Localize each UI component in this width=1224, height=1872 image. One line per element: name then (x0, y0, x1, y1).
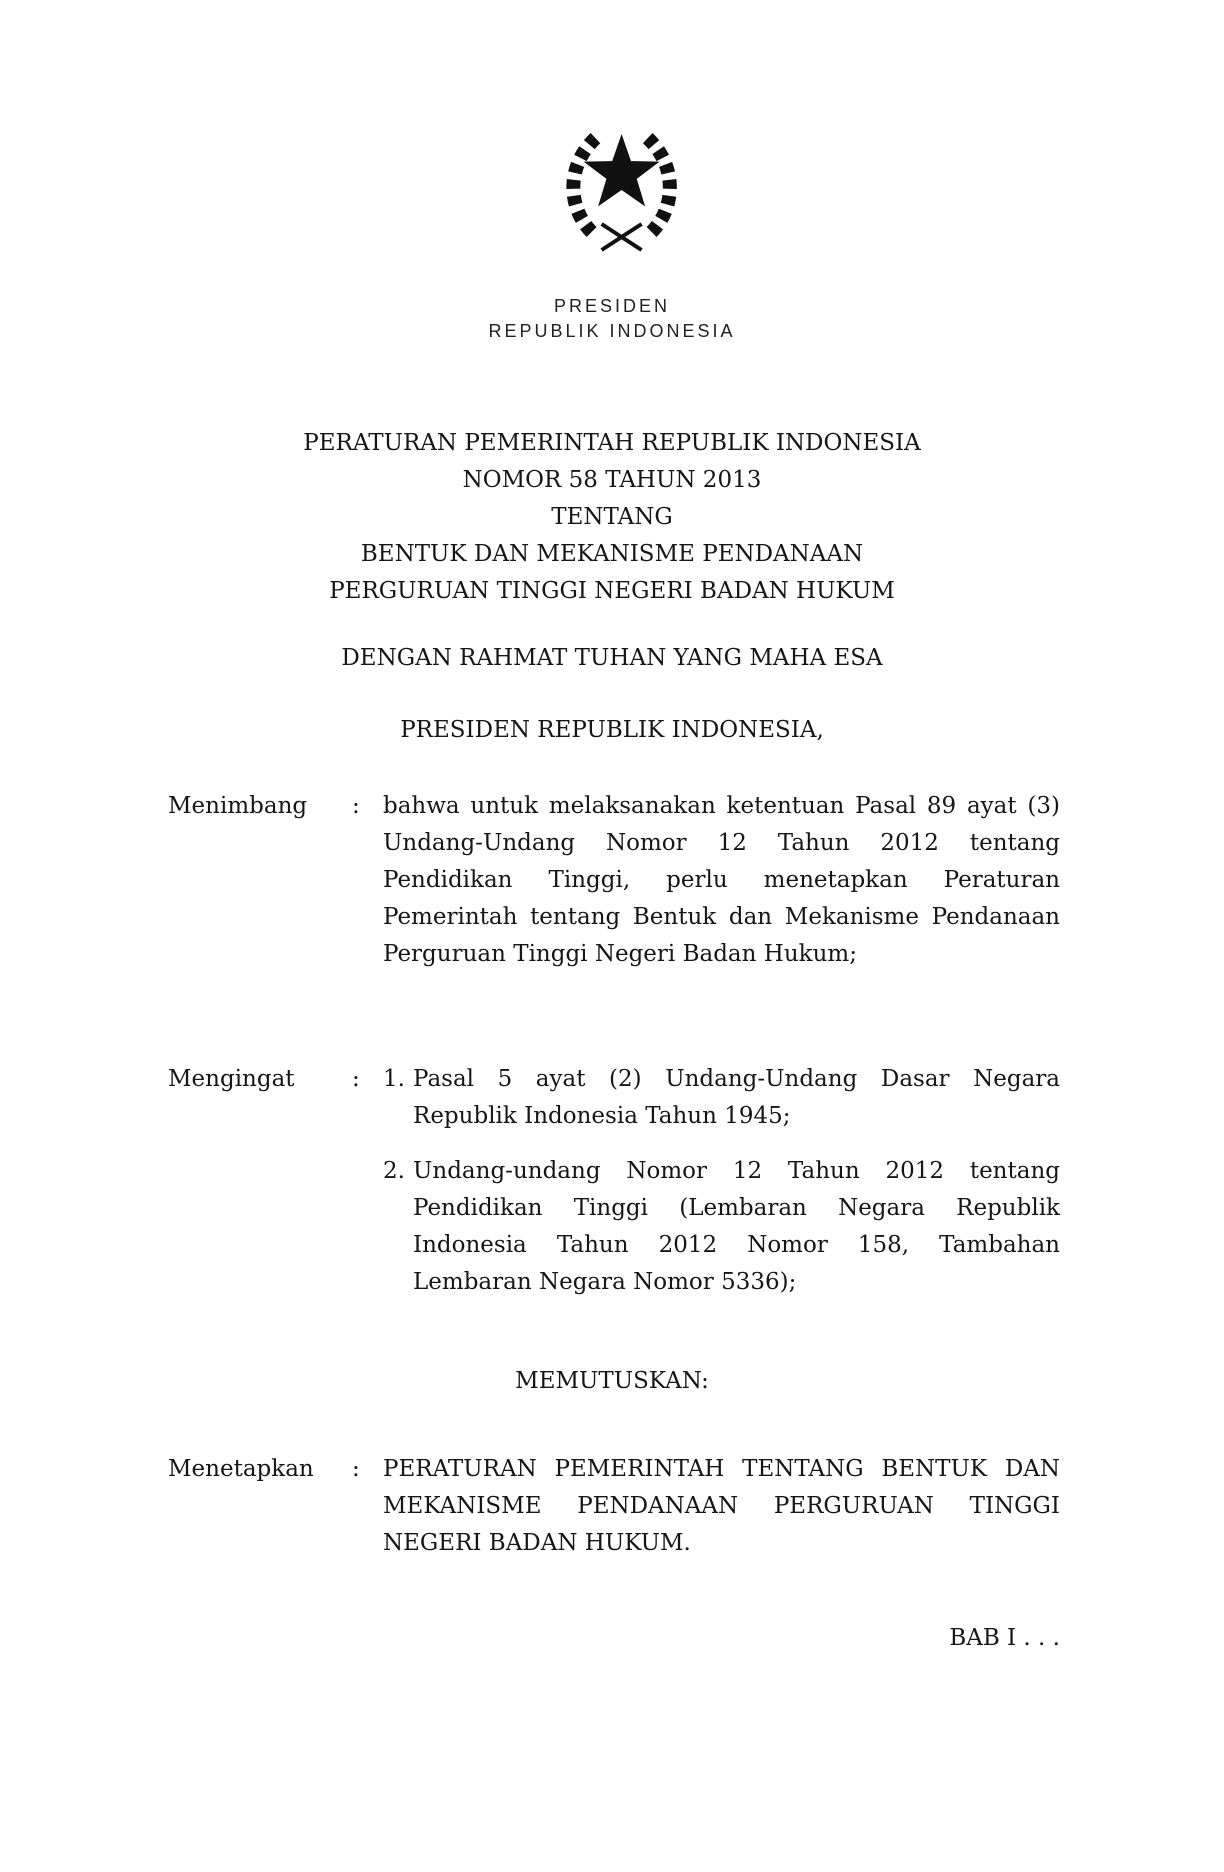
item-line: Pasal 5 ayat (2) Undang-Undang Dasar Negara (413, 1066, 1060, 1092)
item-number: 1. (383, 1066, 405, 1092)
doc-title-line-3: TENTANG (551, 504, 673, 530)
item-line: Indonesia Tahun 2012 Nomor 158, Tambahan (413, 1232, 1060, 1258)
menetapkan-line: NEGERI BADAN HUKUM. (383, 1530, 691, 1556)
mengingat-label: Mengingat (168, 1066, 295, 1092)
doc-title-line-1: PERATURAN PEMERINTAH REPUBLIK INDONESIA (303, 430, 921, 456)
invocation-line: DENGAN RAHMAT TUHAN YANG MAHA ESA (341, 645, 883, 671)
item-line: Lembaran Negara Nomor 5336); (413, 1269, 797, 1295)
menimbang-body (383, 788, 1060, 973)
item-text (413, 1153, 1060, 1301)
menetapkan-line: PERATURAN PEMERINTAH TENTANG BENTUK DAN (383, 1456, 1060, 1482)
authority-line: PRESIDEN REPUBLIK INDONESIA, (400, 717, 824, 743)
item-number: 2. (383, 1158, 405, 1184)
item-text (413, 1061, 1060, 1135)
menimbang-colon: : (352, 793, 360, 819)
mengingat-section (168, 1061, 1060, 1301)
doc-title-block (0, 425, 1224, 610)
memutuskan-heading: MEMUTUSKAN: (515, 1368, 709, 1394)
menimbang-line: bahwa untuk melaksanakan ketentuan Pasal 89 ayat (3) (383, 793, 1060, 819)
legal-basis-item-2 (383, 1153, 1060, 1301)
letterhead (0, 294, 1224, 344)
doc-title-line-2: NOMOR 58 TAHUN 2013 (462, 467, 762, 493)
menetapkan-section (168, 1451, 1060, 1562)
menetapkan-body (383, 1451, 1060, 1562)
menimbang-line: Undang-Undang Nomor 12 Tahun 2012 tentang (383, 830, 1060, 856)
item-line: Republik Indonesia Tahun 1945; (413, 1103, 791, 1129)
doc-title-line-5: PERGURUAN TINGGI NEGERI BADAN HUKUM (329, 578, 895, 604)
menimbang-line: Pemerintah tentang Bentuk dan Mekanisme Pendanaan (383, 904, 1060, 930)
doc-title-line-4: BENTUK DAN MEKANISME PENDANAAN (360, 541, 864, 567)
letterhead-presiden: PRESIDEN (553, 296, 671, 316)
legal-basis-item-1 (383, 1061, 1060, 1135)
menimbang-section (168, 788, 1060, 973)
item-line: Undang-undang Nomor 12 Tahun 2012 tentang (413, 1158, 1060, 1184)
catchword-bab-i: BAB I . . . (949, 1625, 1060, 1651)
menetapkan-line: MEKANISME PENDANAAN PERGURUAN TINGGI (383, 1493, 1060, 1519)
mengingat-colon: : (352, 1066, 360, 1092)
menimbang-label: Menimbang (168, 793, 308, 819)
mengingat-body (383, 1061, 1060, 1301)
menetapkan-colon: : (352, 1456, 360, 1482)
item-line: Pendidikan Tinggi (Lembaran Negara Republik (413, 1195, 1060, 1221)
menimbang-line: Pendidikan Tinggi, perlu menetapkan Peraturan (383, 867, 1060, 893)
letterhead-republik-indonesia: REPUBLIK INDONESIA (488, 321, 736, 341)
menetapkan-label: Menetapkan (168, 1456, 314, 1482)
state-emblem-star-wreath-icon (542, 112, 702, 262)
menimbang-line: Perguruan Tinggi Negeri Badan Hukum; (383, 941, 857, 967)
